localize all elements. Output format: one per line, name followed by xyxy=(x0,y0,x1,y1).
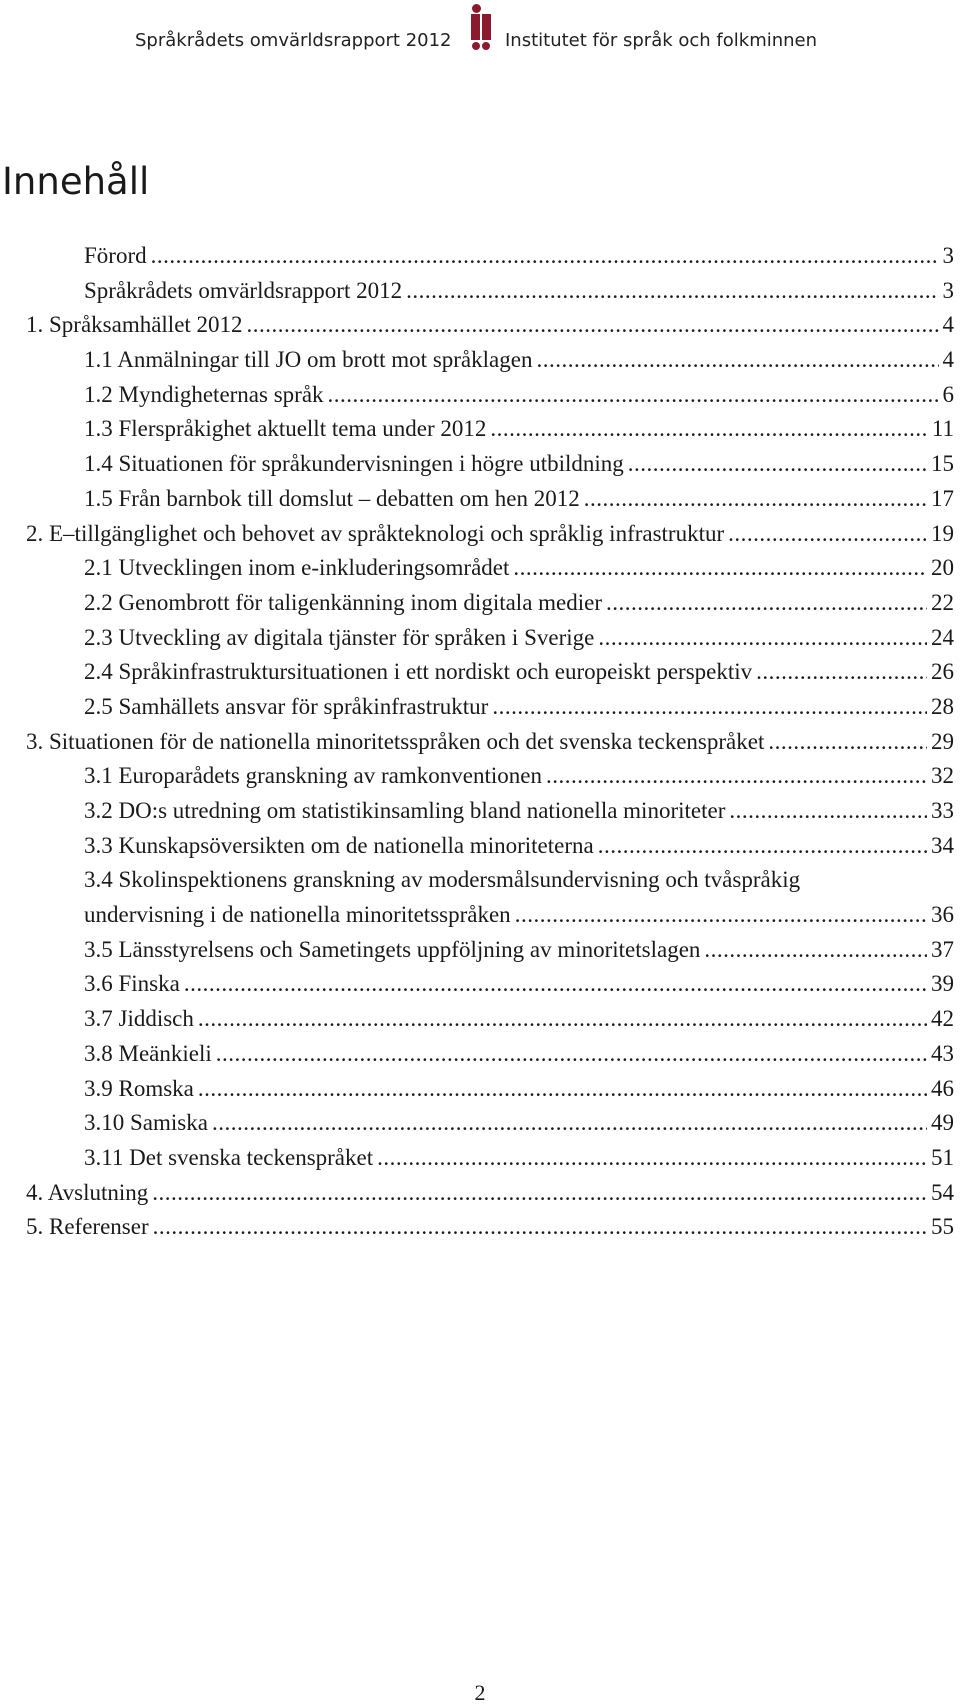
toc-entry-title: 1.5 Från barnbok till domslut – debatten om hen 2012 xyxy=(84,485,580,511)
toc-entry[interactable] xyxy=(26,625,954,660)
page-title: Innehåll xyxy=(2,160,150,203)
toc-dot-leader xyxy=(536,347,938,373)
toc-dot-leader xyxy=(247,312,939,338)
toc-page-number: 4 xyxy=(942,347,954,373)
toc-dot-leader xyxy=(513,555,927,581)
toc-page-number: 34 xyxy=(931,832,954,858)
toc-entry-title: 3.3 Kunskapsöversikten om de nationella minoriteterna xyxy=(84,832,594,858)
toc-dot-leader xyxy=(184,971,927,997)
toc-entry[interactable] xyxy=(26,937,954,972)
toc-dot-leader xyxy=(704,937,927,963)
toc-entry[interactable] xyxy=(26,451,954,486)
toc-page-number: 55 xyxy=(931,1214,954,1240)
toc-dot-leader xyxy=(406,278,938,304)
toc-page-number: 29 xyxy=(931,728,954,754)
toc-page-number: 36 xyxy=(931,902,954,928)
toc-dot-leader xyxy=(515,902,927,928)
toc-page-number: 11 xyxy=(931,416,954,442)
toc-entry[interactable] xyxy=(26,1145,954,1180)
toc-entry-title: 3.11 Det svenska teckenspråket xyxy=(84,1144,374,1170)
page-number: 2 xyxy=(474,1680,486,1705)
toc-page-number: 15 xyxy=(931,451,954,477)
toc-entry[interactable] xyxy=(26,1041,954,1076)
toc-page-number: 4 xyxy=(942,312,954,338)
toc-dot-leader xyxy=(598,833,927,859)
toc-dot-leader xyxy=(152,1180,927,1206)
toc-dot-leader xyxy=(756,659,927,685)
toc-entry-title: 2.1 Utvecklingen inom e-inkluderingsområdet xyxy=(84,555,510,581)
toc-entry-title: 3. Situationen för de nationella minoritetsspråken och det svenska teckenspråket xyxy=(26,728,765,754)
toc-entry-title: 3.6 Finska xyxy=(84,971,180,997)
toc-entry[interactable] xyxy=(26,1006,954,1041)
header-report-title: Språkrådets omvärldsrapport 2012 xyxy=(135,30,452,51)
toc-entry-title: 2.4 Språkinfrastruktursituationen i ett nordiskt och europeiskt perspektiv xyxy=(84,659,753,685)
toc-entry-title: 3.1 Europarådets granskning av ramkonventionen xyxy=(84,763,542,789)
toc-dot-leader xyxy=(198,1006,927,1032)
toc-dot-leader xyxy=(151,243,939,269)
toc-entry[interactable] xyxy=(26,1214,954,1249)
toc-entry-title: 1.3 Flerspråkighet aktuellt tema under 2012 xyxy=(84,416,487,442)
toc-page-number: 19 xyxy=(931,520,954,546)
toc-entry-title: 3.7 Jiddisch xyxy=(84,1006,194,1032)
toc-dot-leader xyxy=(377,1145,927,1171)
toc-page-number: 43 xyxy=(931,1040,954,1066)
toc-entry-title-continuation: undervisning i de nationella minoritetsspråken xyxy=(84,902,511,928)
toc-page-number: 24 xyxy=(931,624,954,650)
toc-dot-leader xyxy=(728,521,927,547)
toc-dot-leader xyxy=(546,763,927,789)
toc-entry[interactable] xyxy=(26,1076,954,1111)
toc-entry-title: 1. Språksamhället 2012 xyxy=(26,312,243,338)
toc-entry[interactable] xyxy=(26,347,954,382)
toc-page-number: 22 xyxy=(931,589,954,615)
toc-entry-title: Förord xyxy=(84,243,147,268)
toc-page-number: 46 xyxy=(931,1075,954,1101)
toc-entry[interactable] xyxy=(26,521,954,556)
toc-entry-title: 2.3 Utveckling av digitala tjänster för språken i Sverige xyxy=(84,624,595,650)
table-of-contents xyxy=(26,243,954,1249)
toc-page-number: 20 xyxy=(931,555,954,581)
toc-dot-leader xyxy=(153,1214,927,1240)
toc-entry-continuation[interactable] xyxy=(26,902,954,937)
toc-page-number: 37 xyxy=(931,936,954,962)
toc-entry-title: 3.2 DO:s utredning om statistikinsamling bland nationella minoriteter xyxy=(84,798,726,823)
toc-page-number: 51 xyxy=(931,1144,954,1170)
toc-entry[interactable] xyxy=(26,694,954,729)
isof-logo-icon xyxy=(468,4,494,58)
toc-entry-title: 3.4 Skolinspektionens granskning av modersmålsundervisning och tvåspråkig xyxy=(84,867,801,893)
toc-entry[interactable] xyxy=(26,659,954,694)
toc-entry[interactable] xyxy=(26,312,954,347)
toc-entry-title: 5. Referenser xyxy=(26,1214,149,1240)
toc-entry[interactable] xyxy=(26,590,954,625)
toc-entry-title: 4. Avslutning xyxy=(26,1179,149,1205)
toc-entry[interactable] xyxy=(26,486,954,521)
toc-entry-title: 3.9 Romska xyxy=(84,1075,194,1101)
toc-page-number: 32 xyxy=(931,763,954,789)
toc-dot-leader xyxy=(212,1110,927,1136)
toc-entry-title: 2. E–tillgänglighet och behovet av språkteknologi och språklig infrastruktur xyxy=(26,520,725,546)
toc-entry[interactable] xyxy=(26,833,954,868)
toc-dot-leader xyxy=(606,590,927,616)
toc-entry-title: 3.10 Samiska xyxy=(84,1110,208,1136)
toc-dot-leader xyxy=(584,486,927,512)
toc-entry[interactable] xyxy=(26,1180,954,1215)
toc-entry-title: 2.2 Genombrott för taligenkänning inom digitala medier xyxy=(84,589,603,615)
toc-dot-leader xyxy=(729,798,927,824)
toc-entry-title: 2.5 Samhällets ansvar för språkinfrastruktur xyxy=(84,693,489,719)
toc-entry[interactable] xyxy=(26,971,954,1006)
toc-entry-title: 3.5 Länsstyrelsens och Sametingets uppföljning av minoritetslagen xyxy=(84,936,701,962)
toc-entry-title: Språkrådets omvärldsrapport 2012 xyxy=(84,277,403,303)
toc-page-number: 42 xyxy=(931,1006,954,1032)
toc-entry[interactable] xyxy=(26,798,954,833)
toc-dot-leader xyxy=(490,416,927,442)
toc-dot-leader xyxy=(768,729,927,755)
header-institute-name: Institutet för språk och folkminnen xyxy=(505,30,818,51)
toc-entry[interactable] xyxy=(26,763,954,798)
toc-dot-leader xyxy=(628,451,927,477)
toc-entry[interactable] xyxy=(26,729,954,764)
toc-page-number: 39 xyxy=(931,971,954,997)
toc-dot-leader xyxy=(216,1041,927,1067)
toc-entry[interactable] xyxy=(26,416,954,451)
toc-page-number: 26 xyxy=(931,659,954,685)
toc-entry[interactable] xyxy=(26,555,954,590)
toc-page-number: 54 xyxy=(931,1179,954,1205)
toc-page-number: 17 xyxy=(931,485,954,511)
toc-dot-leader xyxy=(598,625,927,651)
toc-page-number: 28 xyxy=(931,693,954,719)
page-header xyxy=(0,28,960,64)
toc-entry-title: 1.4 Situationen för språkundervisningen i högre utbildning xyxy=(84,451,624,477)
toc-entry[interactable] xyxy=(26,867,954,902)
toc-page-number: 33 xyxy=(931,798,954,823)
toc-page-number: 3 xyxy=(942,277,954,303)
toc-entry[interactable] xyxy=(26,382,954,417)
toc-page-number: 49 xyxy=(931,1110,954,1136)
toc-entry[interactable] xyxy=(26,278,954,313)
toc-entry-title: 1.1 Anmälningar till JO om brott mot språklagen xyxy=(84,347,533,373)
toc-page-number: 6 xyxy=(942,381,954,407)
toc-entry-title: 1.2 Myndigheternas språk xyxy=(84,381,324,407)
toc-entry[interactable] xyxy=(26,243,954,278)
toc-entry[interactable] xyxy=(26,1110,954,1145)
toc-dot-leader xyxy=(492,694,927,720)
toc-dot-leader xyxy=(198,1076,927,1102)
toc-dot-leader xyxy=(328,382,939,408)
toc-entry-title: 3.8 Meänkieli xyxy=(84,1040,212,1066)
toc-page-number: 3 xyxy=(942,243,954,268)
